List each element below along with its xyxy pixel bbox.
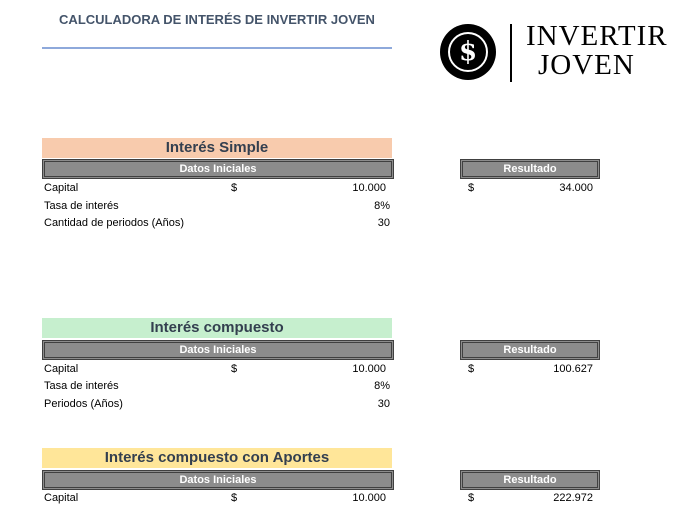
compuesto-capital-currency: $ <box>231 363 238 375</box>
section-title-simple: Interés Simple <box>42 138 392 158</box>
logo-text <box>526 22 668 80</box>
simple-tasa-label: Tasa de interés <box>44 200 119 212</box>
simple-tasa-value[interactable]: 8% <box>374 200 390 212</box>
simple-capital-label: Capital <box>44 182 79 194</box>
aportes-capital-value[interactable]: 10.000 <box>352 492 386 504</box>
compuesto-result-value: 100.627 <box>553 363 593 375</box>
aportes-capital-currency: $ <box>231 492 238 504</box>
simple-result-currency: $ <box>468 182 475 194</box>
simple-periodos-value[interactable]: 30 <box>377 217 390 229</box>
header-resultado-simple: Resultado <box>460 159 600 179</box>
logo-symbol: $ <box>448 32 488 72</box>
compuesto-capital-label: Capital <box>44 363 79 375</box>
header-resultado-compuesto: Resultado <box>460 340 600 360</box>
simple-result-value: 34.000 <box>559 182 593 194</box>
aportes-result-value: 222.972 <box>553 492 593 504</box>
compuesto-capital-value[interactable]: 10.000 <box>352 363 386 375</box>
logo-divider <box>510 24 512 82</box>
simple-periodos-label: Cantidad de periodos (Años) <box>44 217 185 229</box>
title-underline <box>42 47 392 49</box>
section-title-compuesto: Interés compuesto <box>42 318 392 338</box>
page-title: CALCULADORA DE INTERÉS DE INVERTIR JOVEN <box>59 12 375 27</box>
logo-line-1: INVERTIR <box>526 20 668 52</box>
compuesto-periodos-value[interactable]: 30 <box>377 398 390 410</box>
dollar-coin-icon <box>440 24 496 80</box>
aportes-result-currency: $ <box>468 492 475 504</box>
logo-line-2: JOVEN <box>538 49 635 81</box>
compuesto-periodos-label: Periodos (Años) <box>44 398 123 410</box>
simple-capital-currency: $ <box>231 182 238 194</box>
compuesto-tasa-value[interactable]: 8% <box>374 380 390 392</box>
header-datos-iniciales-compuesto: Datos Iniciales <box>42 340 394 360</box>
header-resultado-aportes: Resultado <box>460 470 600 490</box>
compuesto-result-currency: $ <box>468 363 475 375</box>
header-datos-iniciales-aportes: Datos Iniciales <box>42 470 394 490</box>
section-title-aportes: Interés compuesto con Aportes <box>42 448 392 468</box>
aportes-capital-label: Capital <box>44 492 79 504</box>
compuesto-tasa-label: Tasa de interés <box>44 380 119 392</box>
header-datos-iniciales-simple: Datos Iniciales <box>42 159 394 179</box>
simple-capital-value[interactable]: 10.000 <box>352 182 386 194</box>
logo <box>440 22 680 86</box>
